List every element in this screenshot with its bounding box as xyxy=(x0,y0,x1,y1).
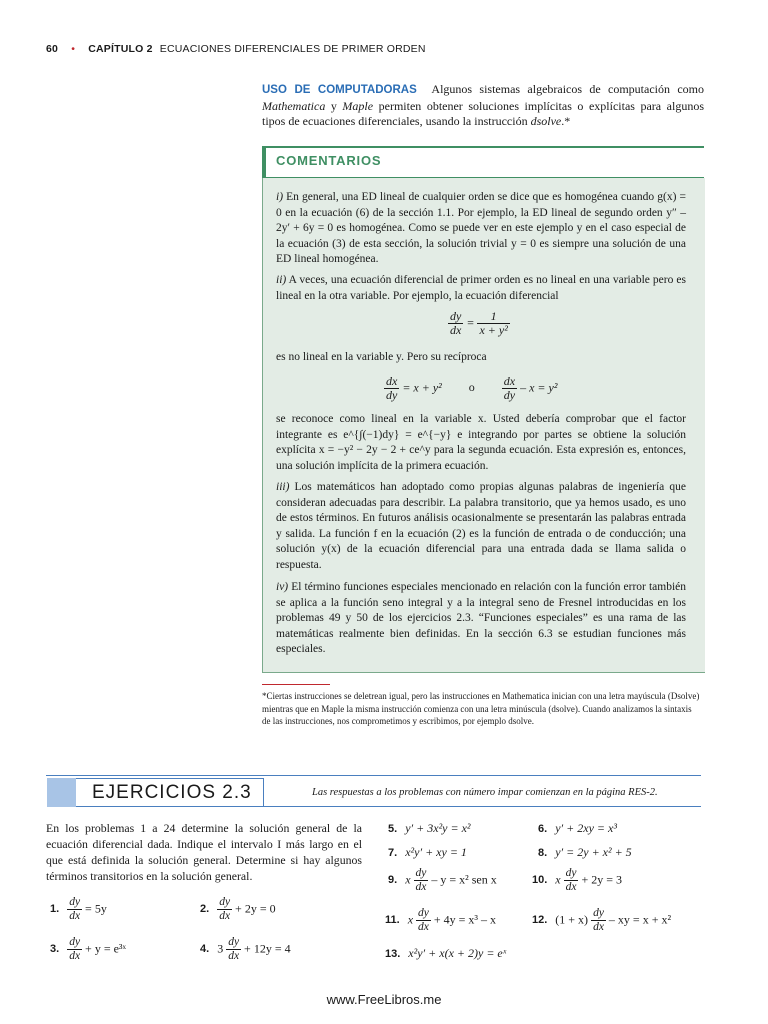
problem-number: 4. xyxy=(200,943,210,956)
comment-i-text: En general, una ED lineal de cualquier orden se dice que es homogénea cuando g(x) = 0 en la ecuación (6) de la sección 1.1. Por ejemplo, la ED lineal de segundo orden y″ – 2y′ + 6y = 0 es homogénea. Como se puede ver en este ejemplo y en el caso especial de la ecuación (3) de esta sección, la solución trivial y = 0 es siempre una solución de una ED lineal homogénea. xyxy=(276,191,686,265)
problem-number: 5. xyxy=(388,823,398,835)
chapter-label: CAPÍTULO 2 xyxy=(88,43,153,55)
exercises-intro: En los problemas 1 a 24 determine la solución general de la ecuación diferencial dada. Indique el intervalo I más largo en el que está definida la solución general. Determine si hay algunos términos transitorios en la solución general. xyxy=(46,821,362,883)
footnote-rule xyxy=(262,684,330,685)
chapter-title: ECUACIONES DIFERENCIALES DE PRIMER ORDEN xyxy=(159,43,426,55)
page-number: 60 xyxy=(46,43,59,55)
footnote: *Ciertas instrucciones se deletrean igual, pero las instrucciones en Mathematica inician con una letra mayúscula (Dsolve) mientras que en Maple la misma instrucción comienza con una letra minúscula (dsolve). Cuando analizamos la sintaxis de las instrucciones, nos comprometimos y escribimos, por ejemplo dsolve. xyxy=(262,691,700,726)
intro-maple: Maple xyxy=(342,98,374,113)
problem-frac-num: dy xyxy=(228,936,240,948)
problem-5 xyxy=(388,821,471,836)
equation-2 xyxy=(384,375,557,402)
eq1-den: dx xyxy=(450,323,462,337)
problem-prefix: (1 + x) xyxy=(555,912,589,927)
problem-number: 6. xyxy=(538,823,548,835)
comment-iv-text: El término funciones especiales mencionado en relación con la función error también se aplica a la función seno integral y a la integral seno de Fresnel introducidas en los problemas 49 y 50 de los ejercicios 2.3. “Funciones especiales” es una rama de las matemáticas realmente bien definidas. En la sección 6.3 se estudian funciones más especiales. xyxy=(276,581,686,655)
eq2-num: dx xyxy=(386,374,398,388)
problem-number: 11. xyxy=(385,914,400,927)
exercises-note: Las respuestas a los problemas con número impar comienzan en la página RES-2. xyxy=(312,787,658,798)
problem-prefix: x xyxy=(555,872,561,887)
intro-text-1: Algunos sistemas algebraicos de computación como xyxy=(431,82,704,96)
header-bullet: • xyxy=(71,43,76,55)
eq2-den2: dy xyxy=(503,388,516,402)
intro-y: y xyxy=(330,98,337,113)
eq2-num2: dx xyxy=(503,374,516,388)
problem-frac-den: dx xyxy=(69,910,81,922)
problem-frac-num: dy xyxy=(69,896,81,908)
equation-1 xyxy=(448,310,510,337)
eq1-rnum: 1 xyxy=(477,310,509,324)
problem-number: 13. xyxy=(385,948,401,960)
problem-rhs: – xy = x + x² xyxy=(608,912,672,927)
running-header xyxy=(46,43,426,55)
exercises-bottom-rule xyxy=(264,806,701,807)
problem-frac-den: dx xyxy=(593,921,604,933)
comment-i-label: i) xyxy=(276,191,284,203)
problem-3 xyxy=(50,936,126,963)
eq1-num: dy xyxy=(450,309,462,323)
problem-number: 3. xyxy=(50,943,60,956)
comments-accent-bar xyxy=(262,146,266,178)
problem-equation: y′ = 2y + x² + 5 xyxy=(555,845,632,859)
comment-iii-label: iii) xyxy=(276,481,290,493)
problem-frac-num: dy xyxy=(415,867,427,879)
problem-frac-num: dy xyxy=(418,907,429,919)
problem-equation: x²y′ + xy = 1 xyxy=(405,845,467,859)
problem-4 xyxy=(200,936,291,963)
intro-text-2: permiten obtener soluciones implícitas o explícitas para algunos tipos de ecuaciones diferenciales, usando la instrucción xyxy=(262,98,705,128)
problem-frac-den: dx xyxy=(418,921,429,933)
comment-ii-text: A veces, una ecuación diferencial de primer orden es no lineal en una variable pero es lineal en la otra variable. Por ejemplo, la ecuación diferencial xyxy=(276,274,686,302)
problem-rhs: + y = e³ˣ xyxy=(85,941,126,956)
problem-6 xyxy=(538,821,617,836)
eq2-rhs: = x + y² xyxy=(402,380,442,395)
problem-frac-num: dy xyxy=(565,867,577,879)
problem-12 xyxy=(532,907,671,934)
comment-ii-label: ii) xyxy=(276,274,287,286)
eq2-rhs2: – x = y² xyxy=(520,380,558,395)
exercises-square xyxy=(47,778,76,807)
problem-equation: x²y′ + x(x + 2)y = eˣ xyxy=(408,946,507,960)
comment-ii xyxy=(276,273,686,304)
problem-rhs: + 2y = 3 xyxy=(581,872,623,887)
problem-9 xyxy=(388,867,497,894)
problem-10 xyxy=(532,867,622,894)
problem-rhs: + 2y = 0 xyxy=(235,901,276,916)
comment-iv-label: iv) xyxy=(276,581,289,593)
problem-frac-den: dx xyxy=(565,881,577,893)
comment-ii-3: se reconoce como lineal en la variable x. Usted debería comprobar que el factor integrante es e^{∫(−1)dy} = e^{−y} e integrando por partes se obtiene la solución explícita x = −y² − 2y − 2 + ce^y para la segunda ecuación. Esta expresión es, entonces, una solución implícita de la primera ecuación. xyxy=(276,413,686,472)
problem-frac-num: dy xyxy=(69,936,81,948)
problem-frac-den: dx xyxy=(228,950,240,962)
problem-1 xyxy=(50,896,107,923)
exercises-top-rule xyxy=(46,775,701,776)
problem-rhs: – y = x² sen x xyxy=(431,872,497,887)
comment-iii-text: Los matemáticos han adoptado como propias algunas palabras de ingeniería que consideran adecuadas para describir. La palabra transitorio, que ya hemos usado, es uno de estos términos. En futuros análisis ocasionalmente se presentarán las palabras entrada y salida. La función f en la ecuación (2) es la función de entrada o de conducción; una solución y(x) de la ecuación diferencial para una entrada dada se llama salida o respuesta. xyxy=(276,481,686,571)
problem-rhs: + 4y = x³ – x xyxy=(433,912,497,927)
eq2-or: o xyxy=(468,380,475,395)
comment-iii xyxy=(276,480,686,573)
problem-number: 12. xyxy=(532,914,548,927)
intro-dsolve: dsolve xyxy=(530,114,562,128)
problem-number: 1. xyxy=(50,903,60,916)
problem-number: 8. xyxy=(538,847,548,859)
eq1-rden: x + y² xyxy=(479,323,508,337)
problem-number: 9. xyxy=(388,874,398,887)
problem-frac-num: dy xyxy=(219,896,231,908)
comment-i xyxy=(276,190,686,268)
comment-iv xyxy=(276,580,686,658)
exercises-title: EJERCICIOS 2.3 xyxy=(92,782,252,803)
footer-watermark: www.FreeLibros.me xyxy=(326,992,442,1007)
problem-2 xyxy=(200,896,276,923)
comment-ii-2: es no lineal en la variable y. Pero su recíproca xyxy=(276,351,487,363)
problem-frac-den: dx xyxy=(69,950,81,962)
eq2-den: dy xyxy=(386,388,398,402)
problem-number: 7. xyxy=(388,847,398,859)
problem-equation: y′ + 2xy = x³ xyxy=(555,821,617,835)
problem-frac-num: dy xyxy=(593,907,604,919)
problem-prefix: x xyxy=(407,912,414,927)
problem-rhs: = 5y xyxy=(85,901,107,916)
eq1-equals: = xyxy=(466,315,475,330)
problem-13 xyxy=(385,946,506,961)
problem-8 xyxy=(538,845,632,860)
problem-frac-den: dx xyxy=(219,910,231,922)
problem-prefix: 3 xyxy=(217,941,224,956)
section-lead: USO DE COMPUTADORAS xyxy=(262,84,417,96)
problem-prefix: x xyxy=(405,872,411,887)
problem-rhs: + 12y = 4 xyxy=(244,941,291,956)
problem-7 xyxy=(388,845,467,860)
comments-top-rule xyxy=(262,146,704,148)
intro-mathematica: Mathematica xyxy=(262,98,326,113)
intro-star: .* xyxy=(561,114,571,128)
comments-title: COMENTARIOS xyxy=(276,153,382,168)
problem-number: 2. xyxy=(200,903,210,916)
problem-frac-den: dx xyxy=(415,881,427,893)
computer-use-paragraph xyxy=(262,82,704,130)
problem-equation: y′ + 3x²y = x² xyxy=(405,821,471,835)
problem-11 xyxy=(385,907,496,934)
comments-header xyxy=(262,146,704,178)
problem-number: 10. xyxy=(532,874,548,887)
